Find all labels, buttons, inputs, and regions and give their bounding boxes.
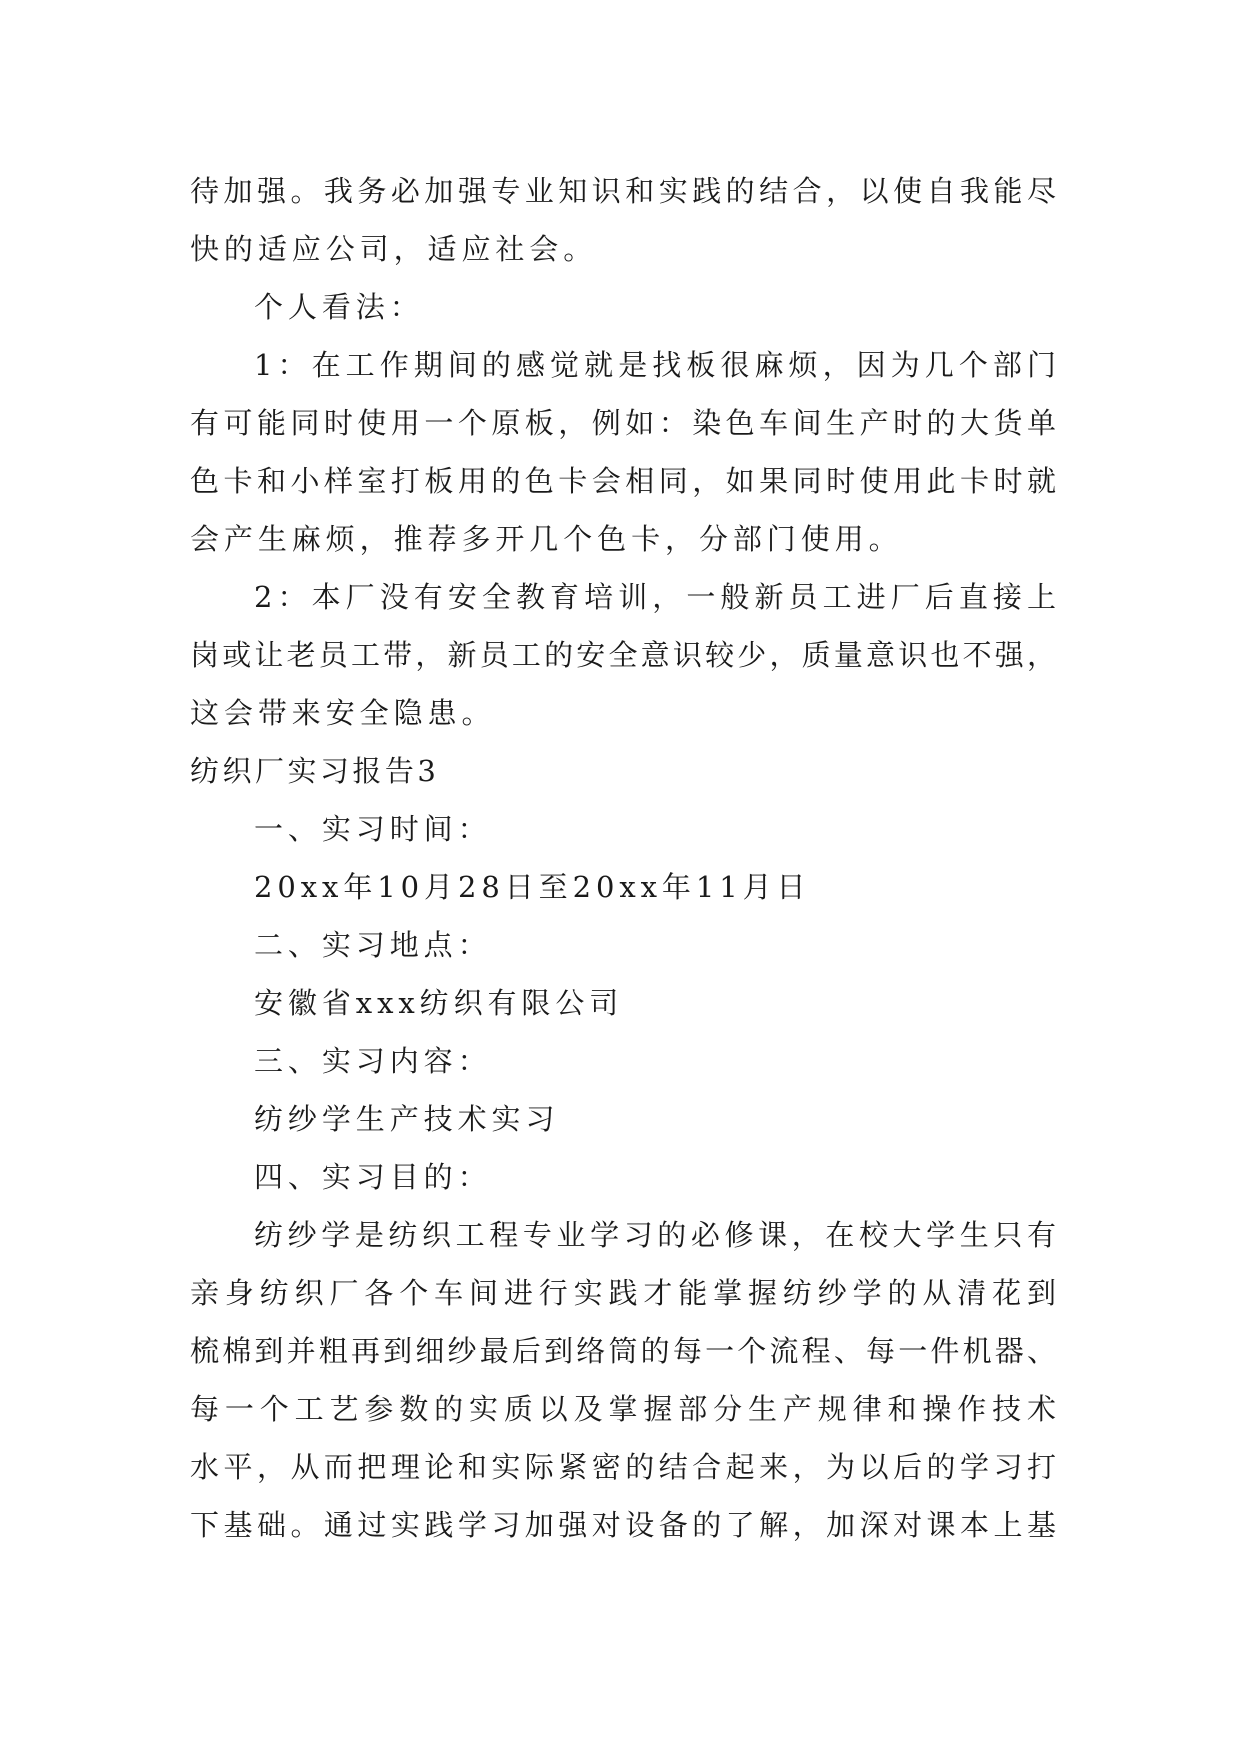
paragraph-line: 2：本厂没有安全教育培训，一般新员工进厂后直接上: [254, 580, 1056, 614]
paragraph-line: 1：在工作期间的感觉就是找板很麻烦，因为几个部门: [254, 348, 1056, 382]
section-value: 20xx年10月28日至20xx年11月日: [254, 870, 811, 904]
paragraph-line: 亲身纺织厂各个车间进行实践才能掌握纺纱学的从清花到: [190, 1276, 1056, 1310]
paragraph-line: 快的适应公司，适应社会。: [190, 232, 598, 266]
paragraph-line: 梳棉到并粗再到细纱最后到络筒的每一个流程、每一件机器、: [190, 1334, 1056, 1368]
paragraph-line: 水平，从而把理论和实际紧密的结合起来，为以后的学习打: [190, 1450, 1056, 1484]
section-heading: 四、实习目的：: [254, 1160, 492, 1194]
paragraph-line: 每一个工艺参数的实质以及掌握部分生产规律和操作技术: [190, 1392, 1056, 1426]
section-value: 安徽省xxx纺织有限公司: [254, 986, 624, 1020]
paragraph-line: 有可能同时使用一个原板，例如：染色车间生产时的大货单: [190, 406, 1056, 440]
paragraph-line: 纺纱学是纺织工程专业学习的必修课，在校大学生只有: [254, 1218, 1056, 1252]
section-label: 个人看法：: [254, 290, 424, 324]
section-heading: 二、实习地点：: [254, 928, 492, 962]
paragraph-line: 岗或让老员工带，新员工的安全意识较少，质量意识也不强，: [190, 638, 1056, 672]
paragraph-line: 下基础。通过实践学习加强对设备的了解，加深对课本上基: [190, 1508, 1056, 1542]
section-heading: 三、实习内容：: [254, 1044, 492, 1078]
paragraph-line: 待加强。我务必加强专业知识和实践的结合，以使自我能尽: [190, 174, 1056, 208]
report-title: 纺织厂实习报告3: [190, 754, 440, 788]
section-value: 纺纱学生产技术实习: [254, 1102, 560, 1136]
paragraph-line: 这会带来安全隐患。: [190, 696, 496, 730]
paragraph-line: 会产生麻烦，推荐多开几个色卡，分部门使用。: [190, 522, 903, 556]
section-heading: 一、实习时间：: [254, 812, 492, 846]
document-page: [190, 162, 1056, 1554]
paragraph-line: 色卡和小样室打板用的色卡会相同，如果同时使用此卡时就: [190, 464, 1056, 498]
